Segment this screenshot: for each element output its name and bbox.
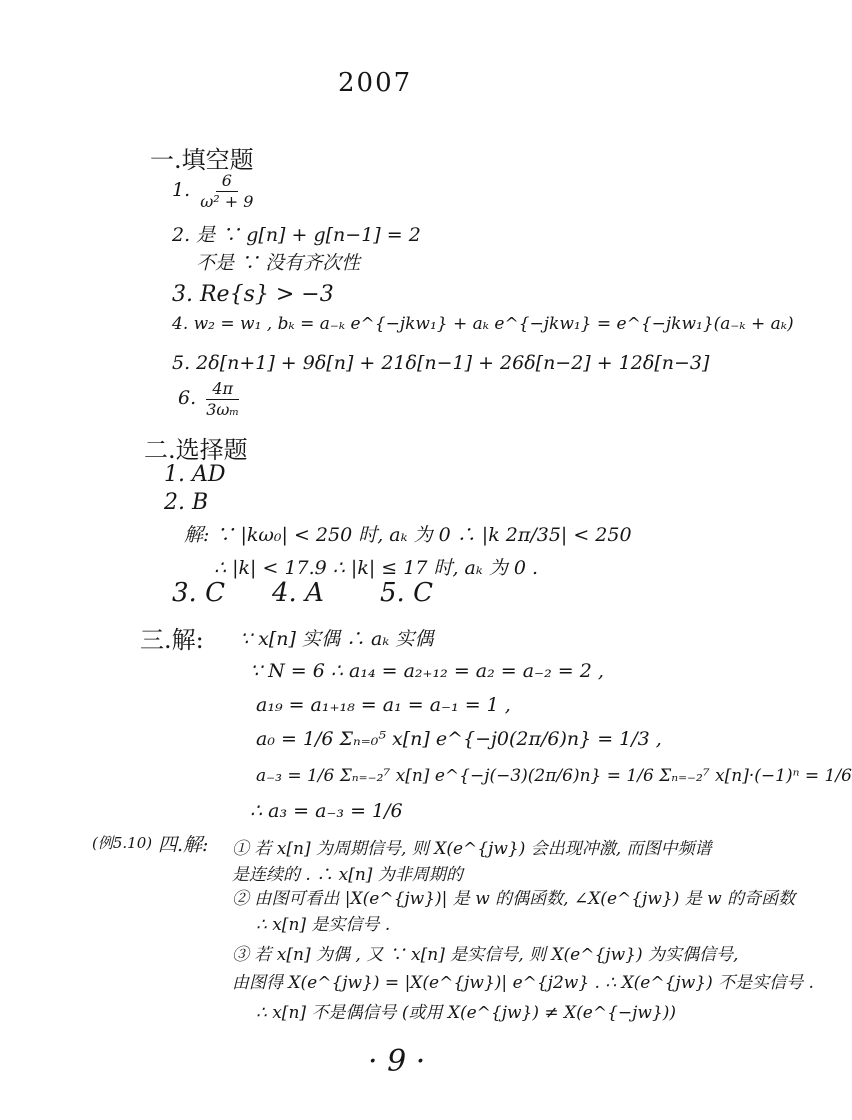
- solution-3-line-1: ∵ x[n] 实偶 ∴ aₖ 实偶: [240, 628, 434, 650]
- solution-4-point-1-line-1: ① 若 x[n] 为周期信号, 则 X(e^{jw}) 会出现冲激, 而图中频谱: [232, 839, 712, 859]
- section-4-reference-tag: (例5.10): [92, 834, 153, 852]
- answer-1-1-fraction: [200, 172, 253, 210]
- solution-3-line-2: ∵ N = 6 ∴ a₁₄ = a₂₊₁₂ = a₂ = a₋₂ = 2 ,: [250, 660, 604, 682]
- fraction-denominator: 3ωₘ: [206, 399, 240, 419]
- solution-4-point-2-line-2: ∴ x[n] 是实信号 .: [256, 915, 391, 935]
- solution-4-point-2-line-1: ② 由图可看出 |X(e^{jw})| 是 w 的偶函数, ∠X(e^{jw}) 是 w 的奇函数: [232, 889, 796, 909]
- answer-1-2a: 2. 是 ∵ g[n] + g[n−1] = 2: [172, 224, 421, 246]
- solution-3-line-5: a₋₃ = 1/6 Σₙ₌₋₂⁷ x[n] e^{−j(−3)(2π/6)n} = 1/6 Σₙ₌₋₂⁷ x[n]·(−1)ⁿ = 1/6: [256, 766, 852, 786]
- answer-2-1: 1. AD: [164, 462, 226, 487]
- solution-4-point-1-line-2: 是连续的 . ∴ x[n] 为非周期的: [232, 865, 463, 885]
- section-1-title: 一.填空题: [150, 146, 254, 174]
- answer-2-2-solution-line-1: 解: ∵ |kω₀| < 250 时, aₖ 为 0 ∴ |k 2π/35| < 250: [184, 524, 632, 546]
- answer-2-4: 4. A: [272, 578, 324, 608]
- solution-4-point-3-line-2: 由图得 X(e^{jw}) = |X(e^{jw})| e^{j2w} . ∴ X(e^{jw}) 不是实信号 .: [232, 973, 814, 993]
- answer-1-1-label: 1.: [172, 179, 191, 202]
- answer-2-2: 2. B: [164, 490, 209, 515]
- answer-1-1: [172, 172, 257, 210]
- answer-1-6-fraction: [206, 380, 239, 418]
- page-number: · 9 ·: [368, 1044, 426, 1079]
- answer-2-2-solution-line-2: ∴ |k| < 17.9 ∴ |k| ≤ 17 时, aₖ 为 0 .: [214, 557, 539, 579]
- answer-1-5: 5. 2δ[n+1] + 9δ[n] + 21δ[n−1] + 26δ[n−2] + 12δ[n−3]: [172, 352, 710, 374]
- answer-1-6-label: 6.: [178, 387, 197, 410]
- solution-4-point-3-line-1: ③ 若 x[n] 为偶 , 又 ∵ x[n] 是实信号, 则 X(e^{jw}) 为实偶信号,: [232, 945, 739, 965]
- page-year: 2007: [338, 68, 413, 98]
- answer-1-3: 3. Re{s} > −3: [172, 282, 334, 307]
- section-2-title: 二.选择题: [144, 436, 248, 464]
- answer-1-6: [178, 380, 243, 418]
- solution-4-point-3-line-3: ∴ x[n] 不是偶信号 (或用 X(e^{jw}) ≠ X(e^{−jw})): [256, 1003, 677, 1023]
- section-3-title: 三.解:: [140, 626, 204, 654]
- answer-1-4: 4. w₂ = w₁ , bₖ = a₋ₖ e^{−jkw₁} + aₖ e^{−jkw₁} = e^{−jkw₁}(a₋ₖ + aₖ): [172, 314, 794, 334]
- section-4-title: 四.解:: [158, 834, 209, 856]
- solution-3-line-6: ∴ a₃ = a₋₃ = 1/6: [250, 800, 403, 822]
- fraction-denominator: ω² + 9: [200, 191, 254, 211]
- answer-2-5: 5. C: [380, 578, 433, 608]
- solution-3-line-3: a₁₉ = a₁₊₁₈ = a₁ = a₋₁ = 1 ,: [256, 694, 511, 716]
- answer-2-3: 3. C: [172, 578, 225, 608]
- solution-3-line-4: a₀ = 1/6 Σₙ₌₀⁵ x[n] e^{−j0(2π/6)n} = 1/3 ,: [256, 728, 662, 750]
- fraction-numerator: 6: [216, 172, 238, 192]
- answer-1-2b: 不是 ∵ 没有齐次性: [196, 252, 361, 274]
- fraction-numerator: 4π: [206, 380, 239, 400]
